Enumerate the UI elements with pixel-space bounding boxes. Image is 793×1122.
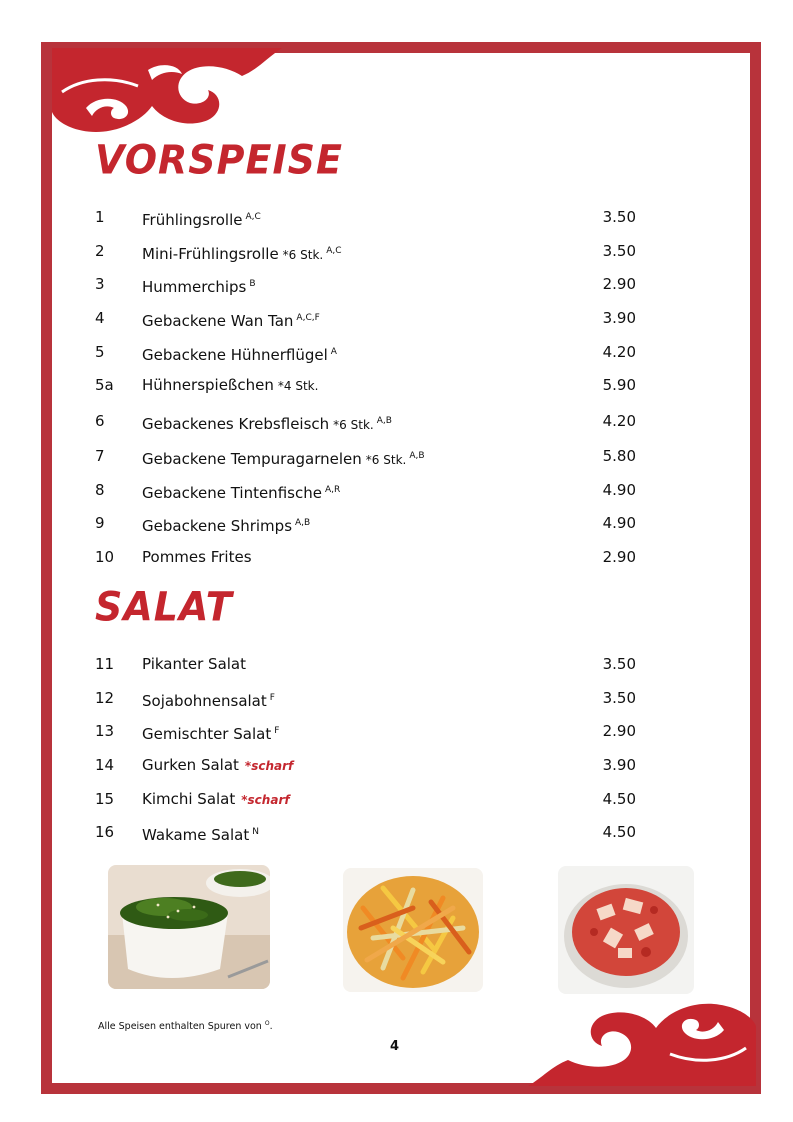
item-number: 3 [95, 275, 105, 293]
allergen-codes: A,B [409, 451, 425, 461]
item-name: Frühlingsrolle [142, 211, 243, 229]
item-number: 12 [95, 689, 115, 707]
section-title-vorspeise: VORSPEISE [95, 136, 343, 184]
item-number: 7 [95, 447, 105, 465]
menu-row [95, 373, 640, 397]
item-name: Gurken Salat [142, 756, 239, 774]
cloud-swirl-ornament-top [52, 48, 282, 144]
item-name-wrap [142, 478, 340, 505]
menu-row [95, 239, 640, 263]
allergen-codes: N [252, 827, 259, 837]
item-number: 11 [95, 655, 115, 673]
item-name-wrap [142, 340, 337, 367]
footnote-text: Alle Speisen enthalten Spuren von [98, 1021, 262, 1032]
item-price: 2.90 [602, 548, 636, 566]
item-price: 4.50 [602, 823, 636, 841]
allergen-codes: A,C,F [296, 313, 320, 323]
item-price: 3.50 [602, 689, 636, 707]
item-number: 4 [95, 309, 105, 327]
item-name: Gebackene Tintenfische [142, 484, 322, 502]
menu-row [95, 787, 640, 811]
menu-row [95, 545, 640, 569]
item-price: 3.90 [602, 309, 636, 327]
kimchi-salad-photo [558, 866, 694, 994]
item-name: Gebackene Wan Tan [142, 312, 294, 330]
item-quantity: *4 Stk. [277, 379, 319, 393]
allergen-codes: A,C [326, 246, 342, 256]
allergen-codes: A [330, 347, 337, 357]
item-name-wrap [142, 652, 246, 676]
item-name-wrap [142, 444, 425, 472]
item-name: Gebackene Hühnerflügel [142, 346, 328, 364]
item-number: 13 [95, 722, 115, 740]
item-number: 1 [95, 208, 105, 226]
allergen-codes: B [249, 279, 256, 289]
item-number: 10 [95, 548, 115, 566]
item-name-wrap [142, 545, 252, 569]
item-price: 4.90 [602, 514, 636, 532]
item-name: Pommes Frites [142, 548, 252, 566]
item-price: 4.20 [602, 343, 636, 361]
menu-row [95, 478, 640, 502]
footnote-end: . [269, 1021, 273, 1032]
item-quantity: *6 Stk. [282, 248, 324, 262]
item-price: 3.50 [602, 655, 636, 673]
item-number: 14 [95, 756, 115, 774]
item-name: Sojabohnensalat [142, 692, 267, 710]
item-name: Gemischter Salat [142, 725, 272, 743]
item-name-wrap [142, 373, 318, 398]
item-number: 15 [95, 790, 115, 808]
allergen-codes: A,B [376, 416, 392, 426]
item-name-wrap [142, 820, 259, 847]
allergen-codes: A,R [324, 485, 341, 495]
menu-row [95, 686, 640, 710]
item-name: Gebackenes Krebsfleisch [142, 415, 330, 433]
item-quantity: *6 Stk. [365, 453, 407, 467]
item-name: Hummerchips [142, 278, 247, 296]
item-price: 5.90 [602, 376, 636, 394]
item-number: 16 [95, 823, 115, 841]
wakame-salad-photo [108, 865, 270, 989]
allergen-footnote [98, 1020, 273, 1032]
footnote-mark: O [264, 1020, 270, 1027]
item-price: 3.90 [602, 756, 636, 774]
item-price: 4.20 [602, 412, 636, 430]
item-name-wrap [142, 409, 392, 437]
item-price: 2.90 [602, 275, 636, 293]
allergen-codes: F [274, 726, 280, 736]
menu-row [95, 272, 640, 296]
allergen-codes: A,B [295, 518, 311, 528]
menu-row [95, 340, 640, 364]
spicy-note: *scharf [241, 793, 290, 807]
menu-row [95, 409, 640, 433]
menu-row [95, 306, 640, 330]
menu-row [95, 753, 640, 777]
item-name: Gebackene Shrimps [142, 517, 293, 535]
item-name: Pikanter Salat [142, 655, 247, 673]
menu-row [95, 444, 640, 468]
item-price: 2.90 [602, 722, 636, 740]
item-price: 5.80 [602, 447, 636, 465]
item-name: Mini-Frühlingsrolle [142, 245, 279, 263]
item-number: 5 [95, 343, 105, 361]
allergen-codes: A,C [245, 212, 261, 222]
menu-row [95, 205, 640, 229]
item-number: 8 [95, 481, 105, 499]
item-name-wrap [142, 306, 320, 333]
item-quantity: *6 Stk. [333, 418, 374, 432]
menu-row [95, 820, 640, 844]
item-number: 9 [95, 514, 105, 532]
item-name: Kimchi Salat [142, 790, 236, 808]
menu-row [95, 652, 640, 676]
item-name-wrap [142, 719, 279, 746]
cloud-swirl-ornament-bottom [528, 1000, 756, 1086]
allergen-codes: F [269, 693, 275, 703]
item-name: Wakame Salat [142, 826, 250, 844]
item-name-wrap [142, 205, 261, 232]
item-name-wrap [142, 787, 290, 812]
item-name-wrap [142, 511, 310, 538]
item-number: 2 [95, 242, 105, 260]
item-name-wrap [142, 239, 342, 267]
mixed-vegetable-salad-photo [343, 868, 483, 992]
item-name-wrap [142, 753, 293, 778]
item-price: 3.50 [602, 208, 636, 226]
page-number: 4 [390, 1039, 400, 1054]
item-number: 5a [95, 376, 114, 394]
item-price: 4.90 [602, 481, 636, 499]
menu-row [95, 719, 640, 743]
item-price: 3.50 [602, 242, 636, 260]
menu-row [95, 511, 640, 535]
item-name: Gebackene Tempuragarnelen [142, 450, 362, 468]
item-name: Hühnerspießchen [142, 376, 274, 394]
item-name-wrap [142, 686, 275, 713]
item-number: 6 [95, 412, 105, 430]
item-name-wrap [142, 272, 256, 299]
item-price: 4.50 [602, 790, 636, 808]
section-title-salat: SALAT [95, 583, 233, 631]
spicy-note: *scharf [244, 759, 294, 773]
